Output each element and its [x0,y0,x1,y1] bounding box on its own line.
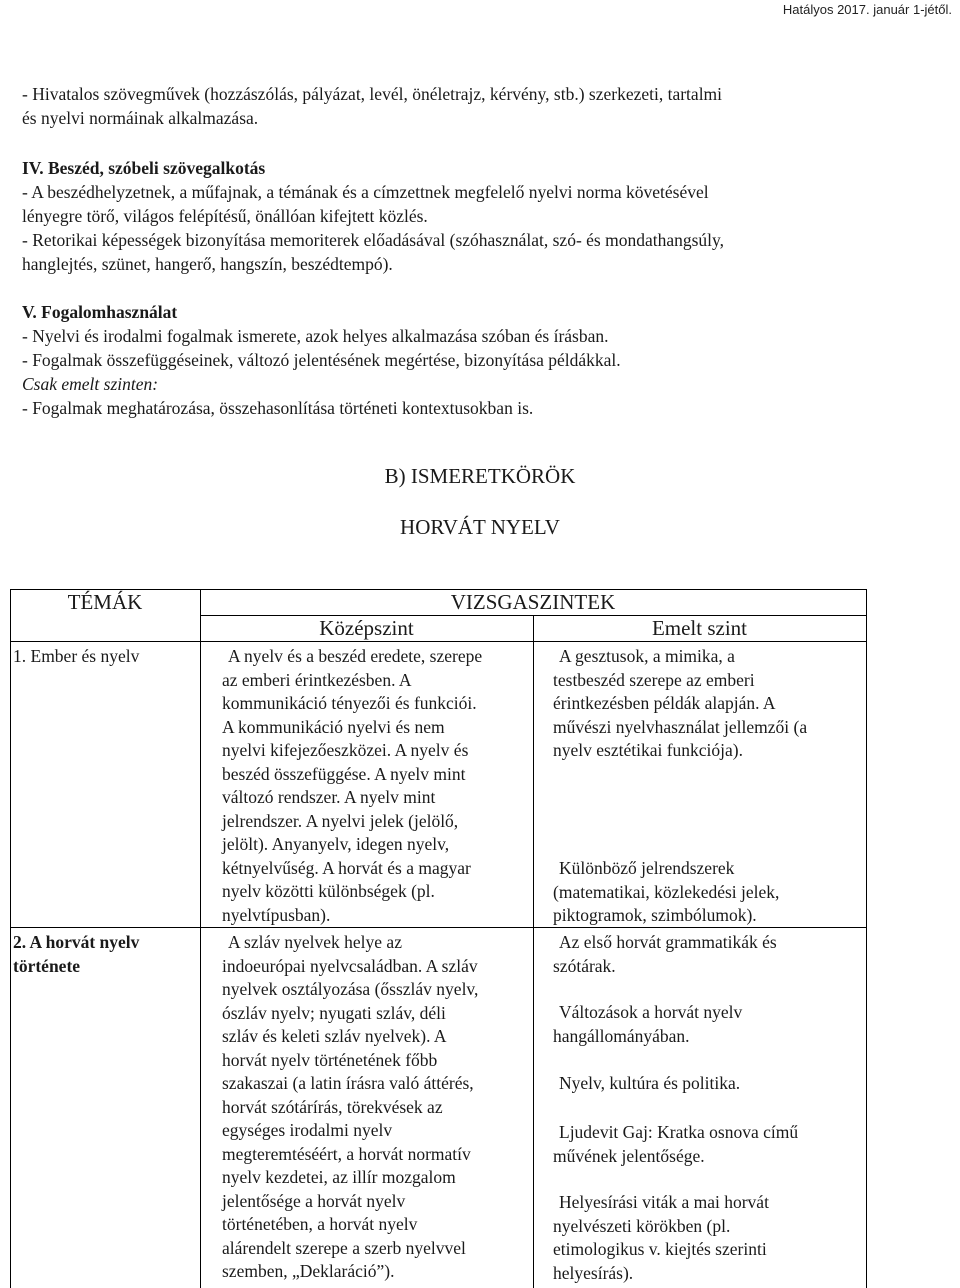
section-v-heading: V. Fogalomhasználat [22,302,178,322]
section-iv-line-1: - A beszédhelyzetnek, a műfajnak, a témának és a címzettnek megfelelő nyelvi norma követésével [22,182,709,202]
table-rule [866,589,867,1288]
mid-line: az emberi érintkezésben. A [222,669,412,690]
high-line: (matematikai, közlekedési jelek, [553,881,780,902]
high-line: Helyesírási viták a mai horvát [559,1192,769,1212]
table-rule [10,641,866,642]
high-line: Az első horvát grammatikák és [559,932,777,952]
mid-line: jelentősége a horvát nyelv [222,1190,406,1211]
table-rule [533,615,534,1288]
mid-line: megteremtéséért, a horvát normatív [222,1143,471,1164]
section-iv-line-2: lényegre törő, világos felépítésű, önállóan kifejtett közlés. [22,206,428,226]
high-line: művészi nyelvhasználat jellemzői (a [553,716,808,737]
high-line: érintkezésben példák alapján. A [553,693,776,713]
validity-header: Hatályos 2017. január 1-jétől. [782,2,952,17]
header-kozepszint: Középszint [319,616,414,640]
topic-cell [13,645,139,669]
mid-line: nyelvtípusban). [222,904,331,925]
high-level-cell [553,857,779,928]
high-line: helyesírás). [553,1262,634,1283]
mid-line: szemben, „Deklaráció”). [222,1261,395,1281]
high-line: piktogramok, szimbólumok). [553,905,757,925]
high-line: A gesztusok, a mimika, a [559,646,735,666]
high-level-cell [553,1001,742,1048]
mid-line: beszéd összefüggése. A nyelv mint [222,763,466,784]
mid-line: szakaszai (a latin írásra való áttérés, [222,1073,474,1093]
section-v-line-2: - Fogalmak összefüggéseinek, változó jelentésének megértése, bizonyítása példákkal. [22,350,621,370]
table-rule [10,589,11,1288]
table-rule [200,589,201,1288]
high-line: nyelvészeti körökben (pl. [553,1215,731,1236]
high-line: testbeszéd szerepe az emberi [553,669,755,690]
mid-line: alárendelt szerepe a szerb nyelvvel [222,1237,466,1258]
high-level-cell [553,645,807,763]
mid-level-cell [222,645,482,927]
topic-line: 2. A horvát nyelv [13,932,140,952]
high-line: Változások a horvát nyelv [559,1002,743,1022]
mid-line: nyelv kezdetei, az illír mozgalom [222,1167,456,1187]
mid-line: horvát szótárírás, törekvések az [222,1096,443,1117]
high-level-cell [553,1072,740,1096]
mid-line: nyelvi kifejezőeszközei. A nyelv és [222,740,469,760]
mid-line: A nyelv és a beszéd eredete, szerepe [228,646,483,666]
high-line: művének jelentősége. [553,1145,705,1166]
section-iv-line-4: hanglejtés, szünet, hangerő, hangszín, beszédtempó). [22,254,393,274]
high-level-cell [553,931,777,978]
mid-line: ószláv nyelv; nyugati szláv, déli [222,1002,446,1023]
header-temak: TÉMÁK [67,590,143,614]
topic-line: 1. Ember és nyelv [13,646,140,666]
mid-line: szláv és keleti szláv nyelvek). A [222,1026,447,1046]
mid-line: horvát nyelv történetének főbb [222,1049,438,1070]
mid-line: nyelvek osztályozása (ősszláv nyelv, [222,979,479,999]
header-emelt-szint: Emelt szint [651,616,748,640]
mid-line: kommunikáció tényezői és funkciói. [222,693,477,713]
section-v-note: Csak emelt szinten: [22,374,159,394]
mid-line: A kommunikáció nyelvi és nem [222,716,445,737]
section-v-line-1: - Nyelvi és irodalmi fogalmak ismerete, azok helyes alkalmazása szóban és írásban. [22,326,609,346]
high-line: nyelv esztétikai funkciója). [553,740,743,760]
mid-line: indoeurópai nyelvcsaládban. A szláv [222,955,478,976]
high-level-cell [553,1191,769,1285]
mid-level-cell [222,931,478,1284]
high-line: Különböző jelrendszerek [559,858,735,878]
high-line: szótárak. [553,955,616,976]
mid-line: nyelv közötti különbségek (pl. [222,881,435,901]
mid-line: jelrendszer. A nyelvi jelek (jelölő, [222,810,459,831]
mid-line: egységes irodalmi nyelv [222,1120,393,1140]
section-title-ismeretkorok: B) ISMERETKÖRÖK [384,464,576,488]
high-line: Ljudevit Gaj: Kratka osnova című [559,1122,799,1142]
intro-line-2: és nyelvi normáinak alkalmazása. [22,108,259,128]
mid-line: változó rendszer. A nyelv mint [222,787,436,807]
high-level-cell [553,1121,798,1168]
topic-cell [13,931,139,978]
mid-line: jelölt). Anyanyelv, idegen nyelv, [222,834,450,854]
high-line: etimologikus v. kiejtés szerinti [553,1239,767,1259]
section-v-line-3: - Fogalmak meghatározása, összehasonlítása történeti kontextusokban is. [22,398,534,418]
section-iv-line-3: - Retorikai képességek bizonyítása memoriterek előadásával (szóhasználat, szó- és mondathangsúly, [22,230,725,250]
section-title-horvat-nyelv: HORVÁT NYELV [400,515,560,539]
intro-line-1: - Hivatalos szövegművek (hozzászólás, pályázat, levél, önéletrajz, kérvény, stb.) szerkezeti, tartalmi [22,84,723,104]
high-line: hangállományában. [553,1025,690,1046]
high-line: Nyelv, kultúra és politika. [559,1073,741,1093]
topic-line: története [13,955,81,976]
mid-line: A szláv nyelvek helye az [228,932,402,952]
mid-line: történetében, a horvát nyelv [222,1214,418,1234]
header-vizsgaszintek: VIZSGASZINTEK [450,590,616,614]
section-iv-heading: IV. Beszéd, szóbeli szövegalkotás [22,158,266,178]
mid-line: kétnyelvűség. A horvát és a magyar [222,857,471,878]
